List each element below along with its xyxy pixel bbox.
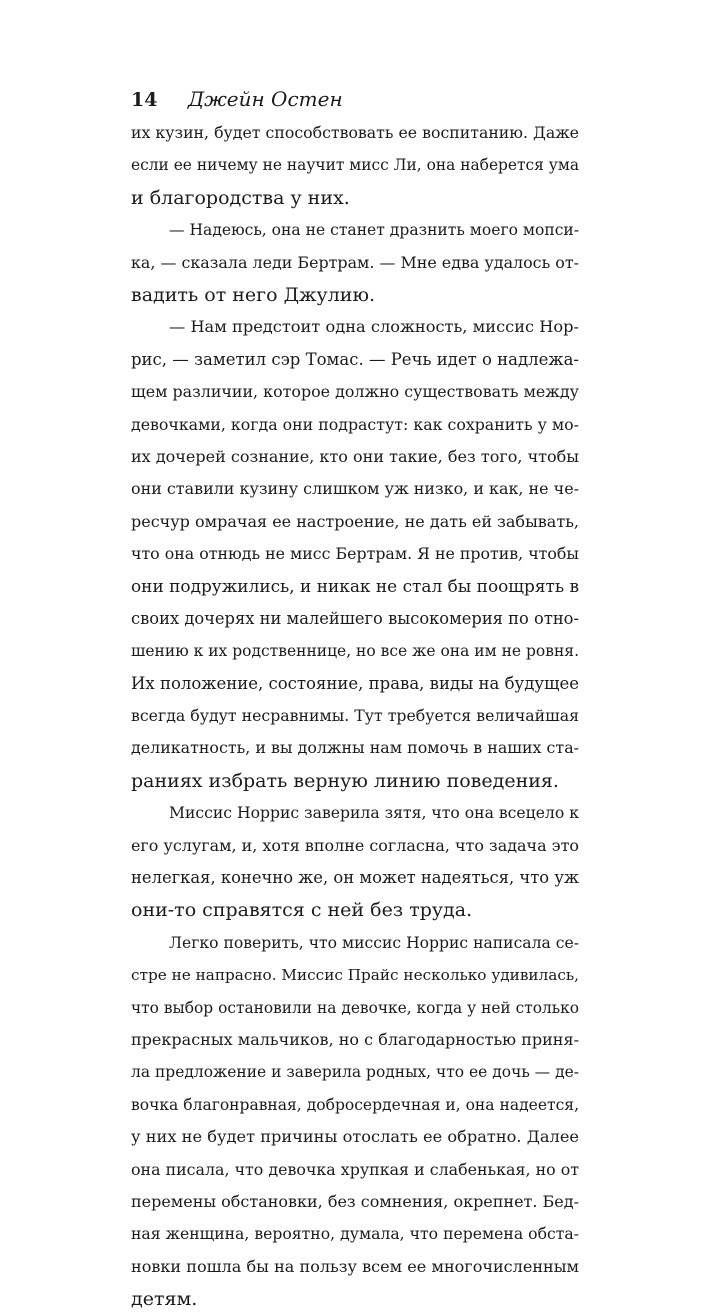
text-line: что выбор остановили на девочке, когда у ней столько: [131, 998, 579, 1017]
text-line: вочка благонравная, добросердечная и, она надеется,: [131, 1095, 579, 1114]
text-line: они-то справятся с ней без труда.: [131, 899, 473, 922]
text-line: она писала, что девочка хрупкая и слабенькая, но от: [131, 1159, 579, 1179]
text-line: его услугам, и, хотя вполне согласна, что задача это: [131, 835, 579, 855]
text-line: — Нам предстоит одна сложность, миссис Нор-: [169, 317, 579, 337]
text-line: у них не будет причины отослать ее обратно. Далее: [131, 1127, 579, 1147]
text-line: раниях избрать верную линию поведения.: [131, 769, 559, 792]
text-line: ла предложение и заверила родных, что ее дочь — де-: [131, 1063, 579, 1082]
text-line: рис, — заметил сэр Томас. — Речь идет о надлежа-: [131, 349, 580, 369]
text-line: ресчур омрачая ее настроение, не дать ей забывать,: [131, 511, 579, 531]
text-line: их кузин, будет способствовать ее воспитанию. Даже: [131, 123, 579, 142]
text-line: деликатность, и вы должны нам помочь в наших ста-: [131, 738, 579, 758]
text-line: щем различии, которое должно существовать между: [131, 382, 579, 402]
text-line: перемены обстановки, без сомнения, окрепнет. Бед-: [131, 1191, 579, 1211]
body-text: [131, 117, 579, 1315]
text-line: Миссис Норрис заверила зятя, что она всецело к: [169, 804, 579, 823]
text-line: они подружились, и никак не стал бы поощрять в: [131, 576, 579, 597]
text-line: ная женщина, вероятно, думала, что перемена обста-: [131, 1224, 579, 1244]
text-line: новки пошла бы на пользу всем ее многочисленным: [131, 1256, 579, 1276]
page-number: 14: [131, 89, 158, 111]
text-line: и благородства у них.: [131, 186, 350, 209]
running-head: [131, 86, 343, 112]
text-line: ка, — сказала леди Бертрам. — Мне едва удалось от-: [131, 252, 579, 272]
text-line: всегда будут несравнимы. Тут требуется величайшая: [131, 706, 579, 726]
text-line: нелегкая, конечно же, он может надеяться, что уж: [131, 867, 579, 887]
text-line: что она отнюдь не мисс Бертрам. Я не против, чтобы: [131, 544, 579, 564]
text-line: Легко поверить, что миссис Норрис написала се-: [169, 933, 579, 952]
book-author: Джейн Остен: [187, 87, 343, 111]
text-line: если ее ничему не научит мисс Ли, она наберется ума: [131, 156, 579, 175]
text-line: — Надеюсь, она не станет дразнить моего мопси-: [169, 221, 580, 240]
text-line: они ставили кузину слишком уж низко, и как, не че-: [131, 479, 579, 499]
text-line: детям.: [131, 1288, 198, 1311]
text-line: девочками, когда они подрастут: как сохранить у мо-: [131, 414, 579, 434]
text-line: Их положение, состояние, права, виды на будущее: [131, 673, 579, 693]
text-line: стре не напрасно. Миссис Прайс несколько удивилась,: [131, 966, 579, 985]
text-line: прекрасных мальчиков, но с благодарностью приня-: [131, 1029, 579, 1049]
text-line: их дочерей сознание, кто они такие, без того, чтобы: [131, 446, 579, 466]
text-line: своих дочерях ни малейшего высокомерия по отно-: [131, 608, 579, 628]
text-line: вадить от него Джулию.: [131, 283, 376, 306]
text-line: шению к их родственнице, но все же она им не ровня.: [131, 642, 579, 661]
